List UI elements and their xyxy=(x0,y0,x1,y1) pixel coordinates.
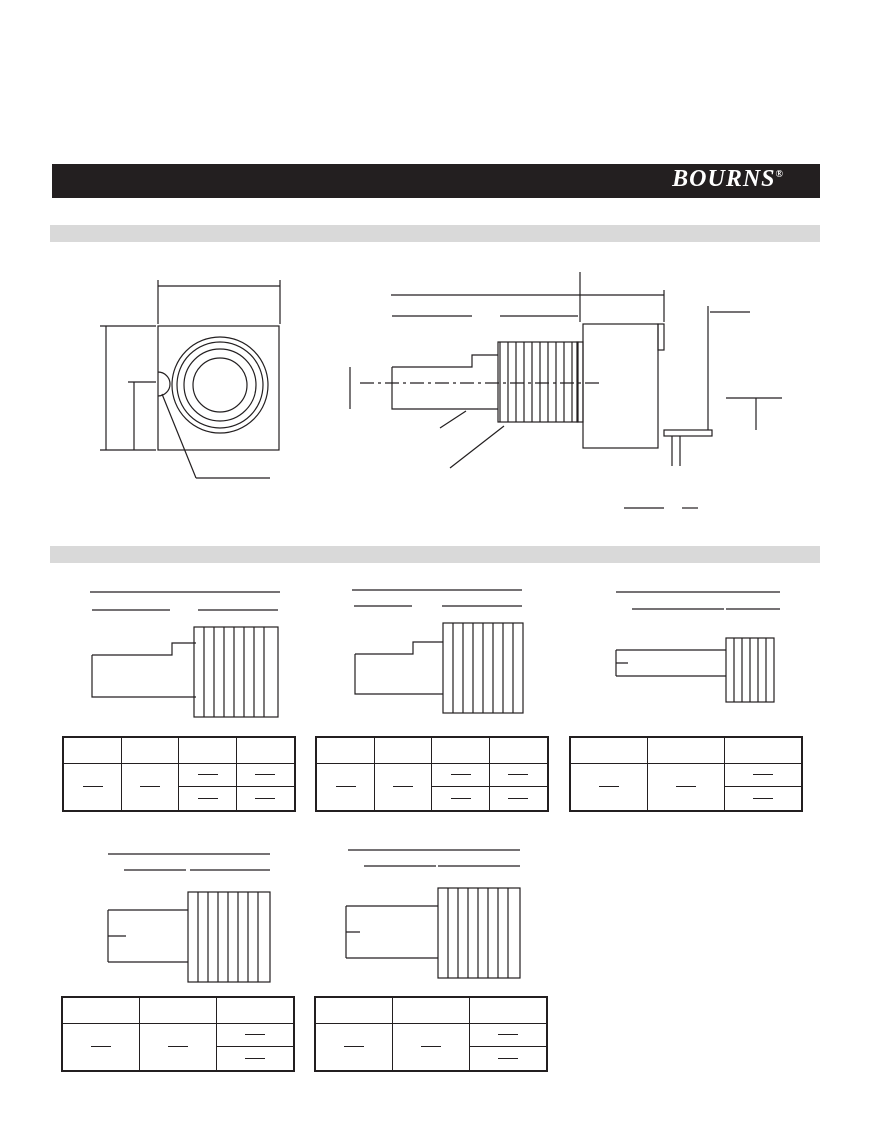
spec-table-5 xyxy=(314,996,548,1072)
thread-coils xyxy=(498,342,578,422)
spec-table-3 xyxy=(569,736,803,812)
spec-table-1 xyxy=(62,736,296,812)
side-view-drawing xyxy=(350,272,782,508)
spec-table-4 xyxy=(61,996,295,1072)
shaft-option-3 xyxy=(616,592,780,702)
shaft-option-2 xyxy=(352,590,523,713)
bourns-logo: BOURNS® xyxy=(672,166,784,192)
spec-table-2 xyxy=(315,736,549,812)
front-view-drawing xyxy=(100,280,280,478)
shaft-option-4 xyxy=(108,854,270,982)
shaft-option-5 xyxy=(346,850,520,978)
shaft-option-1 xyxy=(90,592,280,717)
